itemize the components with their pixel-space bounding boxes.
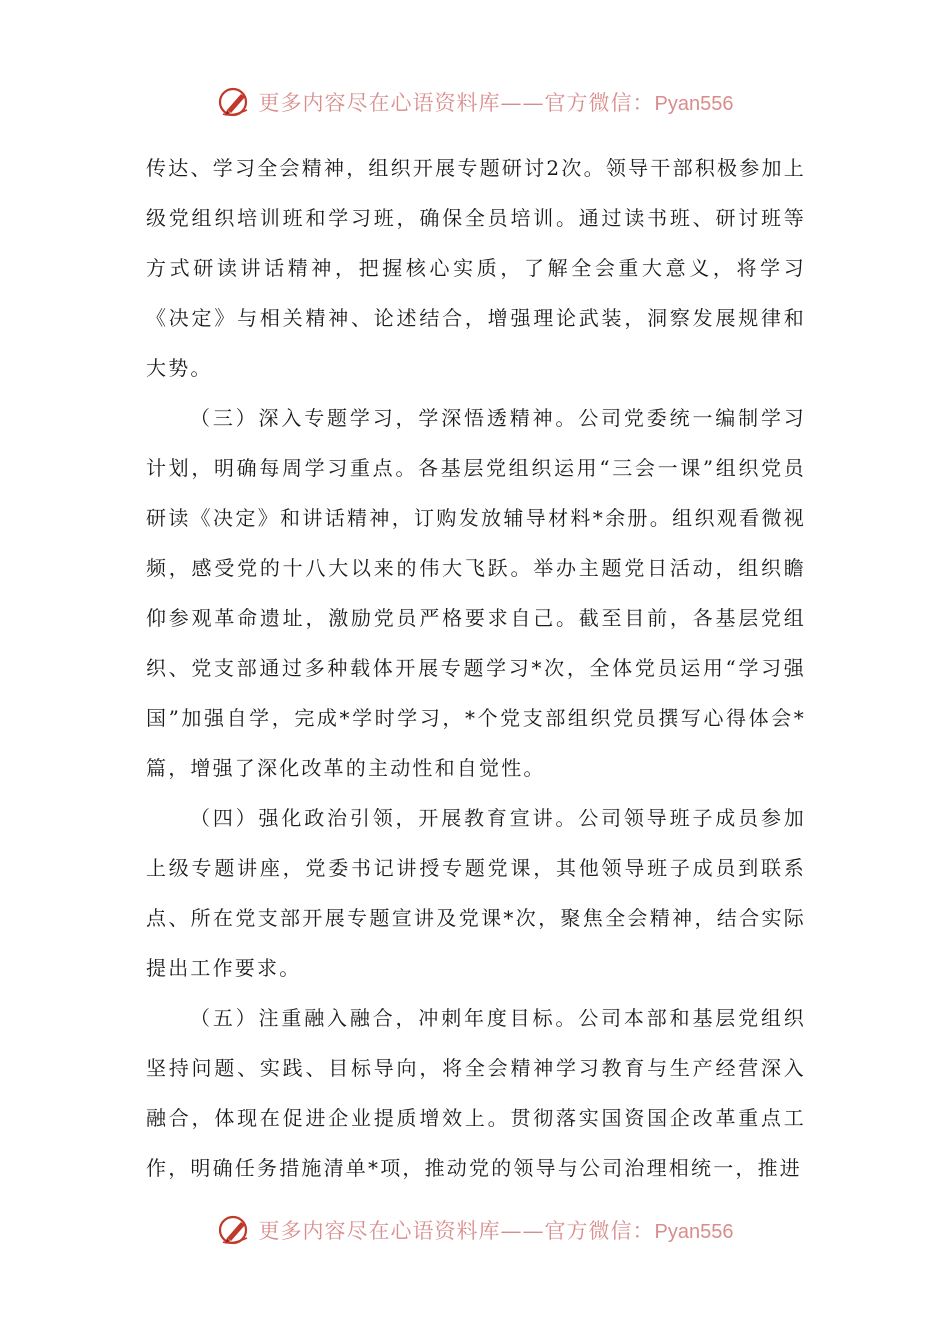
pen-logo-icon <box>217 84 253 120</box>
paragraph-continued: 传达、学习全会精神，组织开展专题研讨2次。领导干部积极参加上级党组织培训班和学习班，确保全员培训。通过读书班、研讨班等方式研读讲话精神，把握核心实质，了解全会重大意义，将学习《决定》与相关精神、论述结合，增强理论武装，洞察发展规律和大势。 <box>146 156 806 380</box>
paragraph-section-4: （四）强化政治引领，开展教育宣讲。公司领导班子成员参加上级专题讲座，党委书记讲授专题党课，其他领导班子成员到联系点、所在党支部开展专题宣讲及党课*次，聚焦全会精神，结合实际提出工作要求。 <box>146 806 806 980</box>
watermark-text: 更多内容尽在心语资料库——官方微信：Pyan556 <box>258 91 734 115</box>
watermark-text: 更多内容尽在心语资料库——官方微信：Pyan556 <box>258 1219 734 1243</box>
paragraph-section-3: （三）深入专题学习，学深悟透精神。公司党委统一编制学习计划，明确每周学习重点。各基层党组织运用“三会一课”组织党员研读《决定》和讲话精神，订购发放辅导材料*余册。组织观看微视频，感受党的十八大以来的伟大飞跃。举办主题党日活动，组织瞻仰参观革命遗址，激励党员严格要求自己。截至目前，各基层党组织、党支部通过多种载体开展专题学习*次，全体党员运用“学习强国”加强自学，完成*学时学习，*个党支部组织党员撰写心得体会*篇，增强了深化改革的主动性和自觉性。 <box>146 406 806 780</box>
paragraph-section-5: （五）注重融入融合，冲刺年度目标。公司本部和基层党组织坚持问题、实践、目标导向，将全会精神学习教育与生产经营深入融合，体现在促进企业提质增效上。贯彻落实国资国企改革重点工作，明确任务措施清单*项，推动党的领导与公司治理相统一，推进 <box>146 1006 806 1180</box>
document-body <box>146 143 806 1193</box>
pen-logo-icon <box>217 1212 253 1248</box>
watermark-banner-bottom <box>0 1208 950 1252</box>
watermark-banner-top <box>0 80 950 124</box>
